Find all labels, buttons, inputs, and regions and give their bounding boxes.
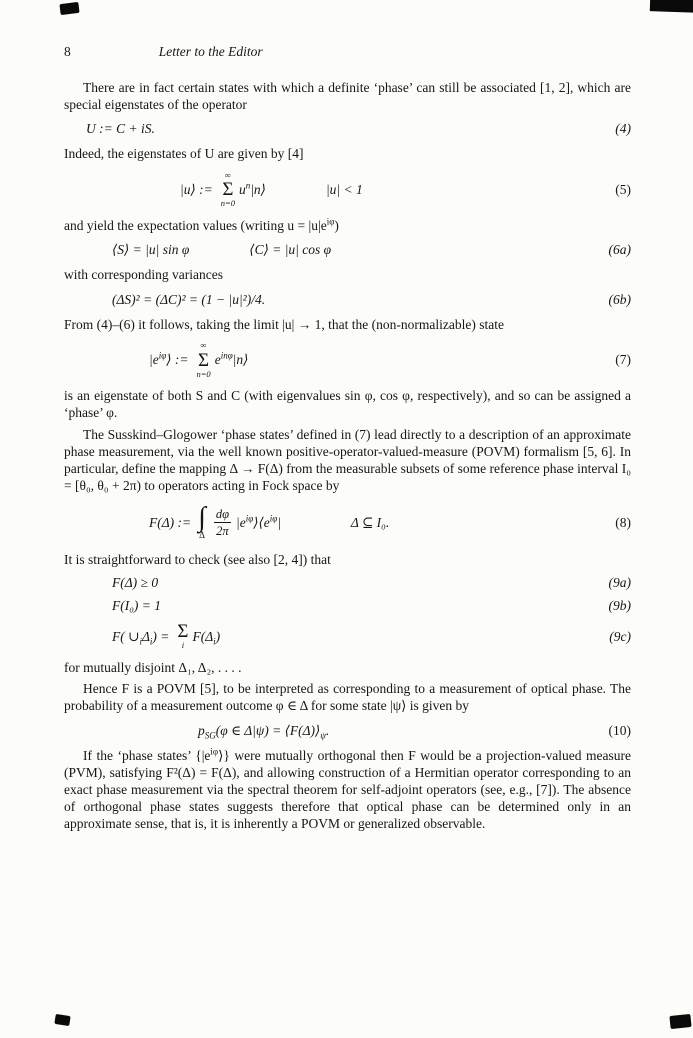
equation-8 xyxy=(64,501,631,541)
paragraph-intro: There are in fact certain states with which a definite ‘phase’ can still be associated [1, 2], which are special eigenstates of the operator xyxy=(64,80,631,113)
paragraph-if xyxy=(64,747,631,833)
eq8-fraction xyxy=(214,507,231,539)
eq8-projector xyxy=(236,515,281,531)
summation-symbol xyxy=(196,341,210,380)
page-content xyxy=(64,44,631,833)
eq7-term xyxy=(215,352,249,368)
paragraph-disjoint: for mutually disjoint Δ₁, Δ₂, . . . . xyxy=(64,659,242,675)
eq10-end: . xyxy=(325,722,330,738)
eq5-condition: |u| < 1 xyxy=(325,181,363,197)
equation-9a-number: (9a) xyxy=(608,575,631,591)
eq9c-term-post: ) xyxy=(215,628,221,644)
eq8-fraction-numerator: dφ xyxy=(214,507,231,523)
eq7-term-ket: |n⟩ xyxy=(232,352,249,368)
equation-10 xyxy=(64,723,631,739)
eq8-condition: Δ ⊆ I₀. xyxy=(350,514,390,530)
sum-lower-limit: n=0 xyxy=(196,368,211,379)
equation-10-number: (10) xyxy=(608,722,631,738)
paragraph-variances: with corresponding variances xyxy=(64,267,223,283)
sigma-icon: Σ xyxy=(177,621,189,643)
equation-6b xyxy=(64,292,631,308)
paragraph-yield-close: ) xyxy=(334,218,339,234)
sum-upper-limit: ∞ xyxy=(224,169,231,180)
sum-upper-limit: ∞ xyxy=(200,339,207,350)
eq5-term-exponent: n xyxy=(245,180,251,191)
equation-6a-number: (6a) xyxy=(608,242,631,258)
paragraph-if-rest: ⟩} were mutually orthogonal then F would be a projection-valued measure (PVM), satisfying F²(Δ) = F(Δ), and allowing construction of a Hermitian operator corresponding to an exact phase measurement via the spectral theorem for self-adjoint operators (see, e.g., [7]). The absence of orthogonal phase states suggests therefore that optical phase can be determined only in an approximate sense, that is, it is inherently a POVM or generalized observable. xyxy=(64,747,631,832)
eq7-term-base: e xyxy=(214,352,221,368)
eq9c-lhs-pre: F( ∪ xyxy=(112,628,140,644)
equation-8-number: (8) xyxy=(615,514,631,530)
running-header xyxy=(64,44,631,60)
eq7-lhs-base: |e xyxy=(149,352,159,368)
running-title: Letter to the Editor xyxy=(158,44,263,59)
eq5-term-ket: |n⟩ xyxy=(250,181,266,197)
eq9c-term-index: i xyxy=(213,636,216,647)
sigma-icon: Σ xyxy=(198,349,210,371)
eq7-lhs xyxy=(149,352,188,368)
eq8-ket-end: | xyxy=(277,514,281,530)
paragraph-susskind: The Susskind–Glogower ‘phase states’ defined in (7) lead directly to a description of an approximate phase measurement, via the well known positive-operator-valued-measure (POVM) formalism [5, 6]. In particular, define the mapping Δ → F(Δ) from the measurable subsets of some reference phase interval I₀ = [θ₀, θ₀ + 2π) to operators acting in Fock space by xyxy=(64,426,631,494)
equation-7-number: (7) xyxy=(615,352,631,368)
eq8-ket-mid: ⟩⟨e xyxy=(253,514,270,530)
paragraph-hence: Hence F is a POVM [5], to be interpreted as corresponding to a measurement of optical phase. The probability of a measurement outcome φ ∈ Δ for some state |ψ⟩ is given by xyxy=(64,681,631,714)
eq9c-lhs-mid: Δ xyxy=(141,628,150,644)
eq10-mid: (φ ∈ Δ|ψ) = ⟨F(Δ)⟩ xyxy=(215,722,321,738)
eq9c-lhs-post: ) = xyxy=(152,628,170,644)
paragraph-if-text: If the ‘phase states’ {|e xyxy=(83,747,211,763)
paragraph-if-exponent: iφ xyxy=(210,746,219,757)
eq8-ket-exponent-1: iφ xyxy=(245,513,254,524)
eq8-ket-base: |e xyxy=(236,514,246,530)
equation-6b-number: (6b) xyxy=(608,291,631,307)
equation-9b xyxy=(64,598,631,614)
integral-lower-limit: Δ xyxy=(199,530,205,541)
equation-9c xyxy=(64,622,631,651)
equation-4-number: (4) xyxy=(615,121,631,137)
eq7-term-exponent: inφ xyxy=(220,350,233,361)
eq7-lhs-exponent: iφ xyxy=(158,350,167,361)
eq8-fraction-denominator: 2π xyxy=(216,524,229,539)
equation-9b-body: F(I₀) = 1 xyxy=(112,598,162,614)
eq7-lhs-rest: ⟩ := xyxy=(166,352,189,368)
scan-artifact-top-left xyxy=(59,2,79,15)
equation-6a xyxy=(64,242,631,258)
equation-9a-body: F(Δ) ≥ 0 xyxy=(112,575,159,591)
scan-artifact-bottom-right xyxy=(669,1014,691,1029)
equation-4-body: U := C + iS. xyxy=(86,121,155,137)
eq9c-union-index: i xyxy=(139,636,142,647)
equation-4 xyxy=(64,121,631,137)
eq5-term xyxy=(239,182,266,198)
eq5-lhs: |u⟩ := xyxy=(180,181,213,197)
page-number: 8 xyxy=(64,44,71,59)
sum-lower-limit: n=0 xyxy=(220,198,235,209)
eq10-psi-index: ψ xyxy=(320,730,326,741)
sum-lower-limit: i xyxy=(181,640,185,651)
equation-9b-number: (9b) xyxy=(608,598,631,614)
summation-symbol xyxy=(221,171,235,210)
summation-symbol xyxy=(177,622,188,651)
scan-artifact-bottom-left xyxy=(54,1014,70,1026)
eq8-ket-exponent-2: iφ xyxy=(269,513,278,524)
integral-icon: ∫ xyxy=(198,501,206,533)
paragraph-check: It is straightforward to check (see also [2, 4]) that xyxy=(64,551,331,567)
paragraph-indeed: Indeed, the eigenstates of U are given by [4] xyxy=(64,146,304,162)
eq6a-part1: ⟨S⟩ = |u| sin φ xyxy=(112,242,190,258)
paragraph-yield-exponent: iφ xyxy=(326,216,335,227)
eq10-body xyxy=(198,723,329,739)
eq9c-delta-index: i xyxy=(149,636,153,647)
integral-symbol xyxy=(198,501,206,541)
paragraph-eigenstate: is an eigenstate of both S and C (with eigenvalues sin φ, cos φ, respectively), and so can be assigned a ‘phase’ φ. xyxy=(64,388,631,421)
eq9c-term xyxy=(192,629,220,645)
eq6a-part2: ⟨C⟩ = |u| cos φ xyxy=(249,242,332,258)
equation-6b-body: (ΔS)² = (ΔC)² = (1 − |u|²)/4. xyxy=(112,291,266,307)
eq10-base: p xyxy=(198,722,205,738)
eq5-term-base: u xyxy=(238,181,246,197)
paragraph-yield xyxy=(64,217,631,234)
paragraph-yield-text: and yield the expectation values (writing u = |u|e xyxy=(64,218,327,234)
eq8-lhs: F(Δ) := xyxy=(149,514,192,530)
equation-7 xyxy=(64,341,631,380)
equation-5-number: (5) xyxy=(615,181,631,197)
paragraph-from: From (4)–(6) it follows, taking the limit |u| → 1, that the (non-normalizable) state xyxy=(64,316,504,332)
equation-9a xyxy=(64,575,631,591)
eq10-sg-index: SG xyxy=(204,730,216,741)
equation-5 xyxy=(64,171,631,210)
eq9c-lhs xyxy=(112,629,169,645)
eq9c-term-pre: F(Δ xyxy=(192,628,214,644)
equation-9c-number: (9c) xyxy=(609,628,631,644)
scan-artifact-top-right xyxy=(650,0,693,13)
sigma-icon: Σ xyxy=(222,179,234,201)
